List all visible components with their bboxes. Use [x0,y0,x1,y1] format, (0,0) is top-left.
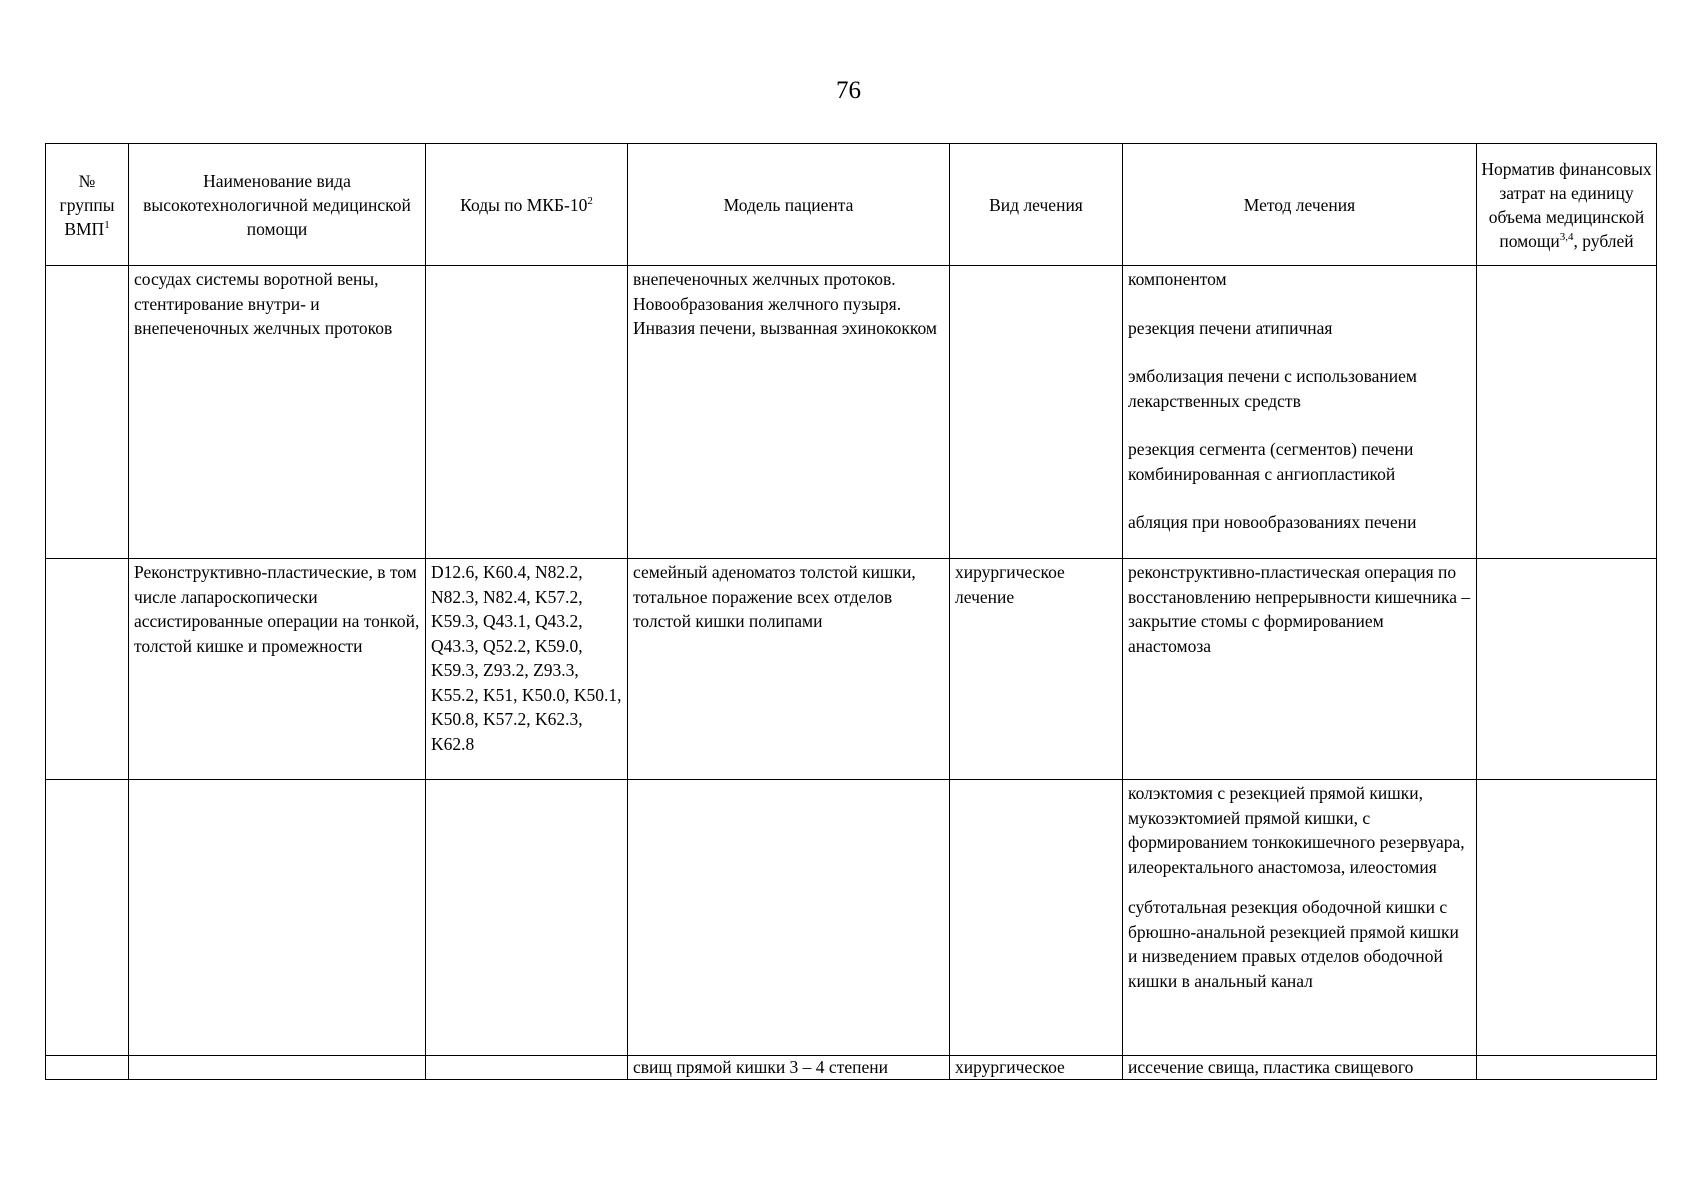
cell-cost-norm [1477,1056,1657,1080]
method-item: компонентом [1128,269,1227,289]
page-number: 76 [836,77,861,104]
cell-cost-norm [1477,780,1657,1056]
cell-group-no [46,780,129,1056]
cell-treatment-type [950,780,1123,1056]
cell-treatment-method [1123,266,1477,559]
cell-icd-codes [426,266,628,559]
header-cost-norm: Норматив финансовых затрат на единицу объема медицинской помощи$^{3,4}$, рублей [1477,144,1657,266]
cell-name [129,780,426,1056]
cell-icd-codes [426,780,628,1056]
method-item: резекция печени атипичная [1128,317,1333,338]
method-item: колэктомия с резекцией прямой кишки, мукозэктомией прямой кишки, с формированием тонкокишечного резервуара, илеоректального анастомоза, илеостомия [1128,783,1465,877]
table-row [46,559,1657,780]
method-item: эмболизация печени с использованием лекарственных средств [1128,366,1417,411]
header-patient-model: Модель пациента [628,144,950,266]
method-item: иссечение свища, пластика свищевого [1128,1057,1414,1077]
cell-patient-model: внепеченочных желчных протоков. Новообразования желчного пузыря. Инвазия печени, вызванная эхинококком [628,266,950,559]
cell-group-no [46,266,129,559]
cell-treatment-type [950,266,1123,559]
method-item: реконструктивно-пластическая операция по восстановлению непрерывности кишечника – закрытие стомы с формированием анастомоза [1128,562,1471,656]
method-item: абляция при новообразованиях печени [1128,512,1417,532]
cell-name: сосудах системы воротной вены, стентирование внутри- и внепеченочных желчных протоков [129,266,426,559]
cell-cost-norm [1477,559,1657,780]
method-item: субтотальная резекция ободочной кишки с брюшно-анальной резекцией прямой кишки и низведением правых отделов ободочной кишки в анальный канал [1128,897,1459,991]
method-item: резекция сегмента (сегментов) печени комбинированная с ангиопластикой [1128,439,1414,484]
cell-treatment-type: хирургическое [950,1056,1123,1080]
table-row [46,266,1657,559]
header-icd-codes: Коды по МКБ-$10^2$ [426,144,628,266]
cell-patient-model: семейный аденоматоз толстой кишки, тотальное поражение всех отделов толстой кишки полипами [628,559,950,780]
cell-treatment-method [1123,1056,1477,1080]
vmp-table [45,143,1657,1080]
header-treatment-method: Метод лечения [1123,144,1477,266]
cell-treatment-method [1123,559,1477,780]
cell-treatment-method [1123,780,1477,1056]
cell-patient-model [628,780,950,1056]
cell-group-no [46,1056,129,1080]
cell-icd-codes: D12.6, K60.4, N82.2, N82.3, N82.4, K57.2, K59.3, Q43.1, Q43.2, Q43.3, Q52.2, K59.0, K59.3, Z93.2, Z93.3, K55.2, K51, K50.0, K50.1, K50.8, K57.2, K62.3, K62.8 [426,559,628,780]
cell-group-no [46,559,129,780]
table-row [46,780,1657,1056]
header-treatment-type: Вид лечения [950,144,1123,266]
cell-name [129,1056,426,1080]
header-name: Наименование вида высокотехнологичной медицинской помощи [129,144,426,266]
cell-cost-norm [1477,266,1657,559]
cell-icd-codes [426,1056,628,1080]
cell-treatment-type: хирургическое лечение [950,559,1123,780]
table-row [46,1056,1657,1080]
cell-name: Реконструктивно-пластические, в том числе лапароскопически ассистированные операции на тонкой, толстой кишке и промежности [129,559,426,780]
table-header-row [46,144,1657,266]
cell-patient-model: свищ прямой кишки 3 – 4 степени [628,1056,950,1080]
header-group-no: № группы ВМП$^1$ [46,144,129,266]
